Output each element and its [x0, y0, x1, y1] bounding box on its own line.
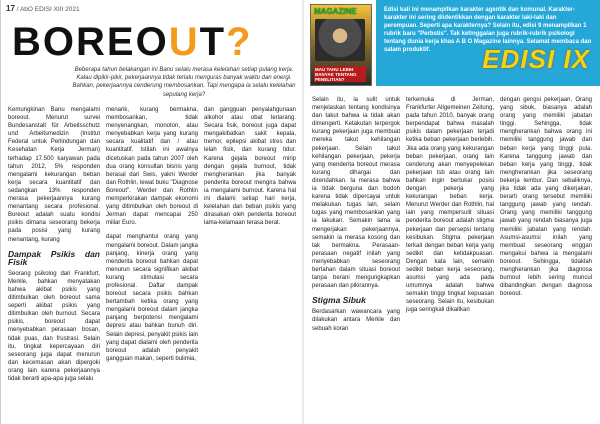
edition-badge: EDISI IX [482, 44, 590, 74]
magazine-title: MAGAZINE [314, 7, 357, 16]
column-1: Kemungkinan Banu mengalami boreout. Menurut survei Bundesanstalt für Arbeitsschutz und Arbeitsmedizin (Institut Federal untuk Perlindungan dan Kesehatan Kerja Jerman) terhadap 17.500 karyawan pada tahun 2012, 5% responden mengalami kekurangan beban kerja secara kuantitatif dan sedangkan 13% responden merasa pekerjaannya kurang menantang secara profesional. Boreout adalah suatu kondisi psikis dimana seseorang bekerja pada posisi yang kurang menantang, kurang Dampak Psikis dan Fisik Seorang psikolog dari Frankfurt, Merkle, bahkan menyatakan bahwa akibat psikis yang ditimbulkan oleh boreout sama seperti akibat psikis yang ditimbulkan oleh burnout. Secara psikis, boreout dapat menyebabkan perasaan bosan, tidak puas, dan frustrasi. Selain itu, tingkat kepercayaan diri seseorang juga dapat menurun dan kecemasan akan dipergoki orang lain karena pekerjaannya tidak berarti apa-apa juga selalu [8, 107, 100, 382]
right-page [304, 0, 600, 424]
column-3: dan gangguan penyalahgunaan alkohol atau obat terlarang. Secara fisik, boreout juga dapat mengakibatkan sakit kepala, tremor, epilepsi akibat stres dan lelah fisik, dan kurang tidur. Karena gejala boreout mirip dengan gejala burnout, tidak mengherankan jika banyak penderita boreout mengira bahwa ia mengalami burnout. Karena hal ini dialami setiap hari kerja, kelelahan dan beban psikis yang dirasakan oleh penderita boreout lama-kelamaan terasa berat. [204, 107, 296, 227]
cover-photo [315, 19, 365, 61]
subheading-psikis: Dampak Psikis dan Fisik [8, 248, 100, 267]
magazine-cover [310, 4, 372, 86]
lead-paragraph: Beberapa tahun belakangan ini Banu selalu merasa kelelahan setiap pulang kerja. Kalau dipikir-pikir, pekerjaannya tidak terlalu menguras banyak waktu dan energi. Bahkan, pekerjaannya cenderung membosankan. Tapi mengapa ia selalu kelelahan sepulang kerja? [72, 67, 296, 98]
edition-blurb: Edisi kali ini menampilkan karakter agentik dan komunal. Karakter-karakter ini sering diidentikkan dengan karakter laki-laki dan perempuan. Seperti apa karakternya? Selain itu, edisi 9 menampilkan 1 rubrik baru "Perbstis". Tak ketinggalan juga rubrik-rubrik psikologi tentang dunia kerja khas A B O Magazine lainnya. Selamat membaca dan salam produktif. [384, 7, 592, 54]
edition-label: / AbO EDISI XIII 2021 [16, 6, 80, 13]
column-2: menarik, kurang bermakna, membosankan, tidak menyenangkan, monoton, atau menyebabkan kerja yang kurang secara kualitatif dan / atau kuantitatif. Istilah ini awalnya dicetuskan pada tahun 2007 oleh dua orang konsultan bisnis yang berasal dari Swis, yakni Werder dan Rothlin, lewat buku "Diagnose Boreout". Werder dan Rothlin memperkirakan dampak ekonomi yang ditimbulkan oleh boreout di Jerman dapat mencapai 250 miliar Euro. dapat menghantui orang yang mengalami boreout. Dalam jangka panjang, kinerja orang yang menderita boreout bahkan dapat menurun secara signifikan akibat kurang stimulasi secara profesional. Daftar dampak boreout secara psikis bahkan bertambah ketika orang yang mengalami boreout dalam jangka panjang berpotensi mengalami depresi atau bahkan bunuh diri. Selain depresi, penyakit psikis lain yang dapat dialami oleh penderita boreout adalah penyakit gangguan makan, seperti bulimia, [106, 107, 198, 362]
column-4: Selain itu, ia sulit untuk menjelaskan tentang kondisinya dan takut bahwa ia tidak akan dimengerti. Ketakutan terpergok kurang pekerjaan juga membuat mereka takut kehilangan pekerjaan. Selain takut kehilangan pekerjaan, pekerja yang menderita boreout merasa kurang dihargai dan direndahkan. Ia merasa bahwa ia tidak berguna dan bodoh karena tidak dipercayai untuk melakukan tugas lain, selain tugas yang membosankan yang ia lakukan. Semakin lama ia mengerjakan pekerjaannya, semakin ia merasa kosong dan tak bermakna. Perasaan-perasaan negatif inilah yang menyebabkan seseorang bertahan dalam situasi boreout tanpa berani mengungkapkan perasaan dan pikirannya. Stigma Sibuk Berdasarkan wawancara yang dilakukan antara Merkle dan sebuah koran [312, 97, 400, 332]
article-title: BOREOUT? [12, 20, 253, 64]
cover-banner: MAU TAHU LEBIH BANYAK TENTANG PENELITIAN? [314, 66, 366, 82]
subheading-stigma: Stigma Sibuk [312, 295, 366, 306]
column-5: terkemuka di Jerman, Frankfurter Allgemeinen Zeitung, pada tahun 2010, banyak orang berpendapat bahwa masalah psikis dalam pekerjaan terjadi ketika beban pekerjaan berlebih. Jika ada orang yang kekurangan beban pekerjaan, orang lain cenderung akan menyepelekan pekerjaan tsb atau orang lain bahkan ingin bertukar posisi dengan pekerja yang kekurangan beban kerja. Menurut Werder dan Rothlin, hal lain yang mempersulit situasi penderita boreout adalah stigma pekerjaan dan persepsi tentang kesibukan. Stigma pekerjaan terkait dengan beban kerja yang sedikit dan ketidakpuasan. Dengan kata lain, semakin sedikit beban kerja seseorang, asumsi yang ada pada umumnya adalah bahwa semakin tinggi tingkat kepuasan seseorang. Selain itu, kesibukan juga seringkali dikaitkan [406, 97, 494, 314]
page-number: 17 [6, 4, 15, 13]
page-header [6, 4, 80, 13]
column-6: dengan gengsi pekerjaan. Orang yang sibuk, biasanya adalah orang yang memiliki jabatan tinggi. Sehingga, tidak mengherankan bahwa orang ini memiliki tanggung jawab dan beban kerja yang tinggi pula. Karena tanggung jawab dan beban kerja yang tinggi, tidak mengherankan jika seseorang bekerja lembur. Dan sebaliknya, jika tidak ada yang dikerjakan, berarti orang tersebut memiliki tanggung jawab yang rendah. Orang yang memiliki tanggung jawab yang rendah biasanya juga memiliki jabatan yang rendah. Asumsi-asumsi inilah yang membuat seseorang enggan mengakui bahwa ia mengalami boreout. Sehingga, tidaklah mengherankan jika diagnosa burnout lebih sering muncul dibandingkan dengan diagnosa boreout. [500, 97, 592, 298]
